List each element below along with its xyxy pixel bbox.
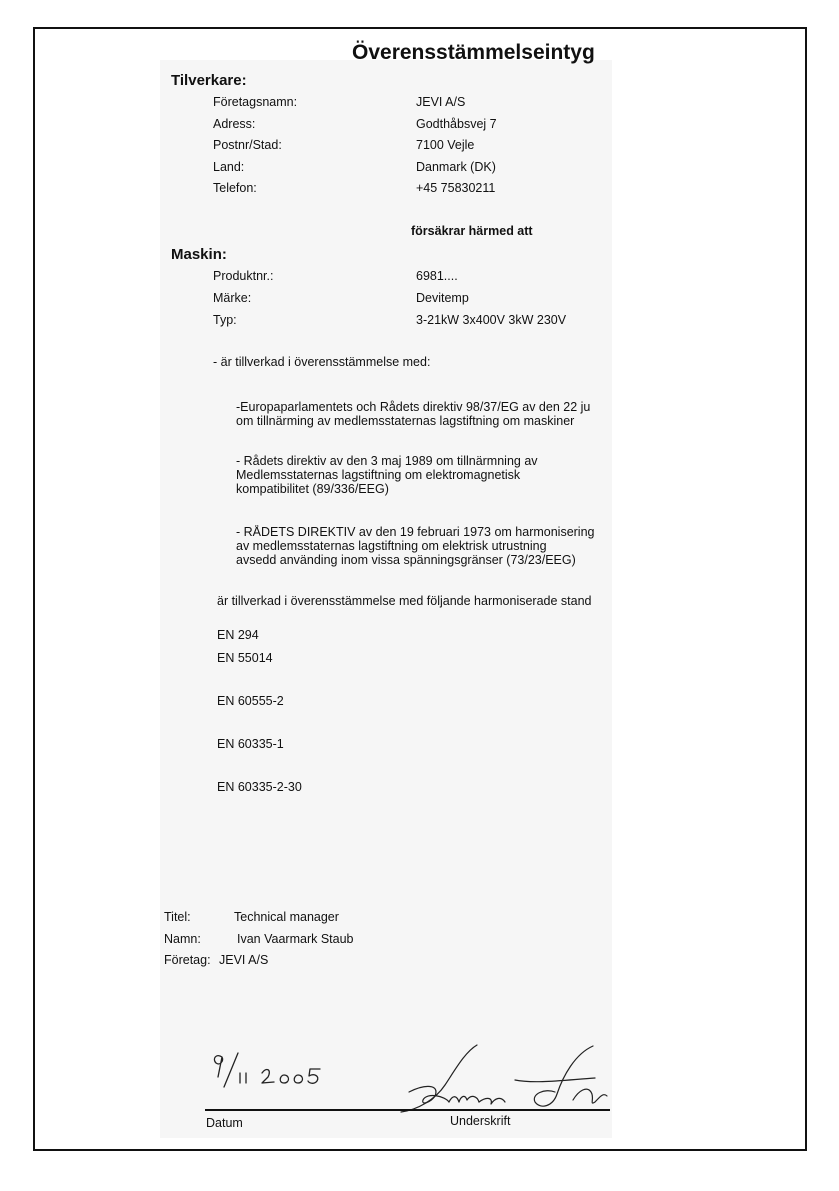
signatory-company-value: JEVI A/S xyxy=(219,953,269,967)
manufacturer-label-country: Land: xyxy=(213,160,245,174)
directive-line: om tillnärming av medlemsstaternas lagstiftning om maskiner xyxy=(236,414,575,428)
handwritten-signature xyxy=(395,1040,610,1115)
directive-line: kompatibilitet (89/336/EEG) xyxy=(236,482,389,496)
directive-line: av medlemsstaternas lagstiftning om elektrisk utrustning xyxy=(236,539,547,553)
signatory-title-label: Titel: xyxy=(164,910,191,924)
manufacturer-label-company: Företagsnamn: xyxy=(213,95,298,109)
manufacturer-heading: Tilverkare: xyxy=(171,72,247,89)
signatory-name-label: Namn: xyxy=(164,932,201,946)
document-title: Överensstämmelseintyg xyxy=(352,41,595,64)
standard-item: EN 60335-1 xyxy=(217,737,284,751)
manufacturer-value-company: JEVI A/S xyxy=(416,95,466,109)
machine-heading: Maskin: xyxy=(171,246,227,263)
manufacturer-value-country: Danmark (DK) xyxy=(416,160,496,174)
directive-line: -Europaparlamentets och Rådets direktiv 98/37/EG av den 22 ju xyxy=(236,400,591,414)
standards-intro: är tillverkad i överensstämmelse med följande harmoniserade stand xyxy=(217,594,592,608)
directive-low-voltage xyxy=(236,525,612,567)
declaration-text: försäkrar härmed att xyxy=(411,224,533,238)
directive-line: Medlemsstaternas lagstiftning om elektromagnetisk xyxy=(236,468,521,482)
manufacturer-label-city: Postnr/Stad: xyxy=(213,138,282,152)
directive-machinery xyxy=(236,400,612,428)
date-label: Datum xyxy=(206,1116,243,1130)
signature-line xyxy=(205,1109,610,1111)
handwritten-date xyxy=(200,1045,340,1095)
manufacturer-label-phone: Telefon: xyxy=(213,181,257,195)
machine-value-brand: Devitemp xyxy=(416,291,469,305)
signatory-name-value: Ivan Vaarmark Staub xyxy=(237,932,354,946)
standard-item: EN 55014 xyxy=(217,651,273,665)
conformity-intro: - är tillverkad i överensstämmelse med: xyxy=(213,355,431,369)
standard-item: EN 294 xyxy=(217,628,259,642)
machine-label-brand: Märke: xyxy=(213,291,252,305)
machine-value-product-no: 6981.... xyxy=(416,269,458,283)
signatory-company-label: Företag: xyxy=(164,953,211,967)
manufacturer-label-address: Adress: xyxy=(213,117,256,131)
signature-label: Underskrift xyxy=(450,1114,511,1128)
directive-line: - Rådets direktiv av den 3 maj 1989 om tillnärmning av xyxy=(236,454,538,468)
standard-item: EN 60555-2 xyxy=(217,694,284,708)
manufacturer-value-city: 7100 Vejle xyxy=(416,138,475,152)
manufacturer-value-address: Godthåbsvej 7 xyxy=(416,117,497,131)
directive-emc xyxy=(236,454,612,496)
directive-line: - RÅDETS DIREKTIV av den 19 februari 1973 om harmonisering xyxy=(236,525,595,539)
standard-item: EN 60335-2-30 xyxy=(217,780,302,794)
machine-label-type: Typ: xyxy=(213,313,237,327)
manufacturer-value-phone: +45 75830211 xyxy=(416,181,496,195)
directive-line: avsedd använding inom vissa spänningsgränser (73/23/EEG) xyxy=(236,553,576,567)
machine-value-type: 3-21kW 3x400V 3kW 230V xyxy=(416,313,567,327)
machine-label-product-no: Produktnr.: xyxy=(213,269,274,283)
signatory-title-value: Technical manager xyxy=(234,910,339,924)
